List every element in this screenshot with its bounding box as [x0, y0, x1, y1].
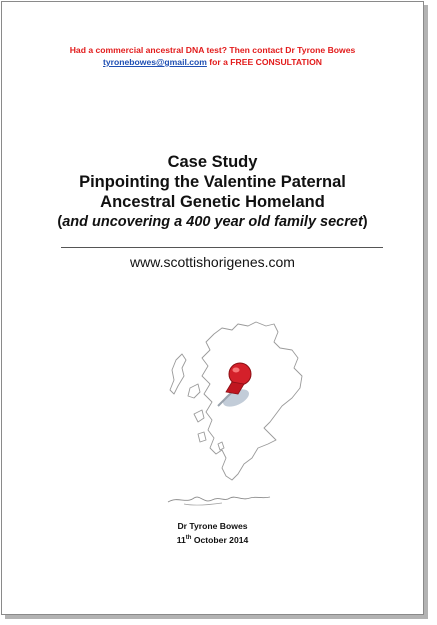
banner-line-2-rest: for a FREE CONSULTATION	[206, 57, 322, 67]
website-url: www.scottishorigenes.com	[130, 254, 295, 270]
title-block	[2, 152, 423, 232]
scotland-map-illustration	[152, 302, 322, 502]
date-day-suffix: th	[185, 535, 192, 541]
scotland-mainland-outline	[202, 322, 302, 480]
author-block	[2, 520, 423, 546]
title-divider	[61, 247, 383, 248]
arran-outline	[218, 442, 224, 450]
western-isles-outline	[170, 354, 186, 394]
date-day: 11	[176, 534, 186, 545]
subtitle	[2, 212, 423, 232]
title-case-study: Case Study	[167, 153, 258, 171]
publication-date	[2, 532, 423, 546]
author-name: Dr Tyrone Bowes	[177, 521, 248, 531]
banner-line-1: Had a commercial ancestral DNA test? Then contact Dr Tyrone Bowes	[69, 45, 356, 55]
contact-banner	[2, 44, 423, 68]
subtitle-close-paren: )	[362, 214, 368, 230]
handwritten-signature	[164, 486, 274, 510]
subtitle-text: and uncovering a 400 year old family secret	[62, 214, 363, 230]
mull-outline	[194, 410, 204, 422]
red-push-pin-icon	[218, 363, 252, 410]
subtitle-open-paren: (	[57, 214, 63, 230]
date-rest: October 2014	[191, 534, 249, 545]
title-line-2: Pinpointing the Valentine Paternal	[79, 173, 346, 191]
email-link[interactable]: tyronebowes@gmail.com	[103, 57, 207, 67]
islay-outline	[198, 432, 206, 442]
document-page	[1, 1, 424, 615]
skye-outline	[188, 384, 200, 398]
banner-line-2	[2, 56, 423, 68]
title-line-3: Ancestral Genetic Homeland	[100, 193, 325, 211]
